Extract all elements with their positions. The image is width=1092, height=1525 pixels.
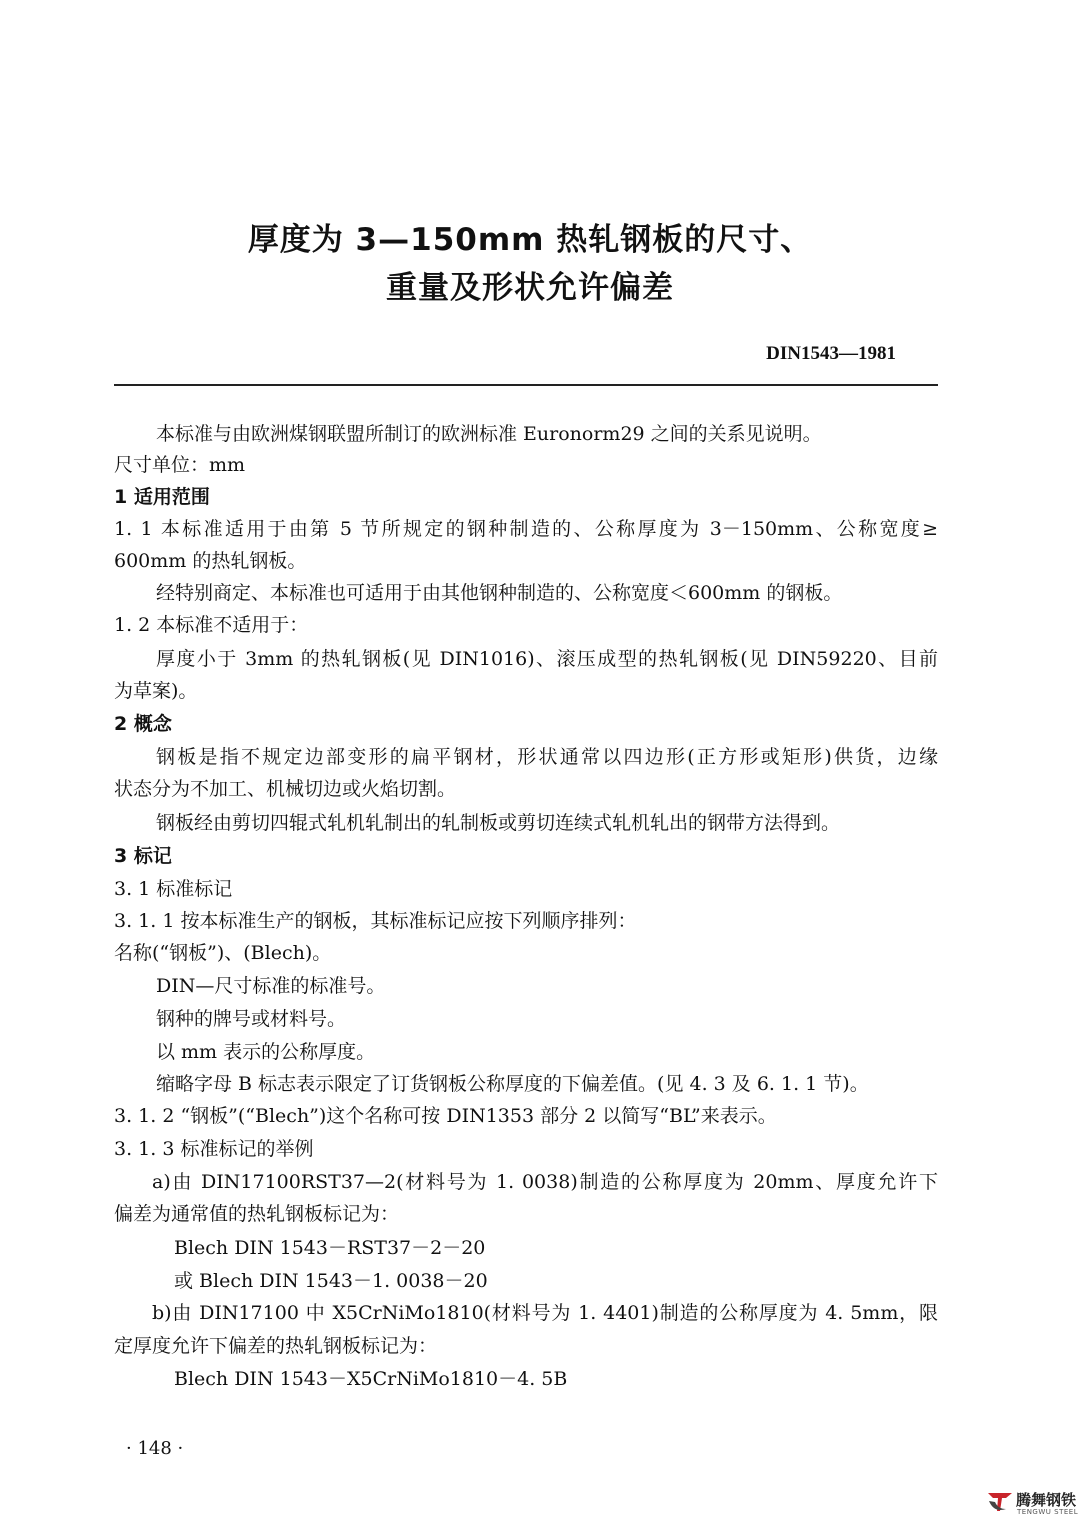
clause-3-1-1: 3. 1. 1 按本标准生产的钢板，其标准标记应按下列顺序排列： bbox=[114, 910, 637, 932]
example-b-marking: Blech DIN 1543－X5CrNiMo1810－4. 5B bbox=[174, 1368, 568, 1390]
clause-1-1-line-3: 经特别商定、本标准也可适用于由其他钢种制造的、公称宽度＜600mm 的钢板。 bbox=[156, 582, 843, 604]
intro-paragraph: 本标准与由欧洲煤钢联盟所制订的欧洲标准 Euronorm29 之间的关系见说明。 bbox=[156, 423, 822, 445]
section-1-heading: 1 适用范围 bbox=[114, 486, 210, 508]
clause-3-1-1-item-5: 缩略字母 B 标志表示限定了订货钢板公称厚度的下偏差值。(见 4. 3 及 6. 1. 1 节)。 bbox=[156, 1073, 869, 1095]
clause-3-1-3: 3. 1. 3 标准标记的举例 bbox=[114, 1138, 314, 1160]
clause-1-1-line-2: 600mm 的热轧钢板。 bbox=[114, 550, 307, 572]
section-2-heading: 2 概念 bbox=[114, 713, 172, 735]
example-a-marking-1: Blech DIN 1543－RST37－2－20 bbox=[174, 1237, 486, 1259]
clause-3-1-1-item-2: DIN—尺寸标准的标准号。 bbox=[156, 975, 386, 997]
watermark-name-cn: 腾舞钢铁 bbox=[1016, 1491, 1077, 1509]
clause-3-1-1-item-4: 以 mm 表示的公称厚度。 bbox=[156, 1041, 376, 1063]
watermark-name-en: TENGWU STEEL bbox=[1017, 1508, 1079, 1516]
clause-1-2-line-2: 为草案)。 bbox=[114, 680, 198, 702]
unit-note: 尺寸单位：mm bbox=[114, 454, 246, 476]
standard-number: DIN1543—1981 bbox=[766, 343, 896, 364]
section-3-heading: 3 标记 bbox=[114, 845, 172, 867]
example-b-line-1: b)由 DIN17100 中 X5CrNiMo1810(材料号为 1. 4401)制造的公称厚度为 4. 5mm，限 bbox=[152, 1302, 938, 1324]
logo-emblem-icon bbox=[986, 1487, 1014, 1515]
section-2-line-3: 钢板经由剪切四辊式轧机轧制出的轧制板或剪切连续式轧机轧出的钢带方法得到。 bbox=[156, 812, 841, 834]
clause-1-2: 1. 2 本标准不适用于： bbox=[114, 614, 309, 636]
document-title-line-2: 重量及形状允许偏差 bbox=[386, 270, 674, 306]
clause-1-2-line-1: 厚度小于 3mm 的热轧钢板(见 DIN1016)、滚压成型的热轧钢板(见 DIN59220、目前 bbox=[156, 648, 938, 670]
clause-1-1-line-1: 1. 1 本标准适用于由第 5 节所规定的钢种制造的、公称厚度为 3－150mm、公称宽度≥ bbox=[114, 518, 938, 540]
example-a-line-2: 偏差为通常值的热轧钢板标记为： bbox=[114, 1203, 400, 1225]
example-a-line-1: a)由 DIN17100RST37—2(材料号为 1. 0038)制造的公称厚度为 20mm、厚度允许下 bbox=[152, 1171, 938, 1193]
section-2-line-2: 状态分为不加工、机械切边或火焰切割。 bbox=[114, 778, 457, 800]
clause-3-1-1-item-3: 钢种的牌号或材料号。 bbox=[156, 1008, 347, 1030]
example-a-marking-2: 或 Blech DIN 1543－1. 0038－20 bbox=[174, 1270, 488, 1292]
document-title-line-1: 厚度为 3—150mm 热轧钢板的尺寸、 bbox=[247, 222, 813, 258]
section-2-line-1: 钢板是指不规定边部变形的扁平钢材，形状通常以四边形(正方形或矩形)供货，边缘 bbox=[156, 746, 938, 768]
example-b-line-2: 定厚度允许下偏差的热轧钢板标记为： bbox=[114, 1335, 438, 1357]
clause-3-1-1-item-1: 名称(“钢板”)、(Blech)。 bbox=[114, 942, 332, 964]
watermark-logo bbox=[986, 1487, 1086, 1519]
page-number: · 148 · bbox=[126, 1438, 184, 1459]
clause-3-1-2: 3. 1. 2 “钢板”(“Blech”)这个名称可按 DIN1353 部分 2 以简写“BL”来表示。 bbox=[114, 1105, 777, 1127]
header-rule bbox=[114, 384, 938, 386]
clause-3-1: 3. 1 标准标记 bbox=[114, 878, 233, 900]
